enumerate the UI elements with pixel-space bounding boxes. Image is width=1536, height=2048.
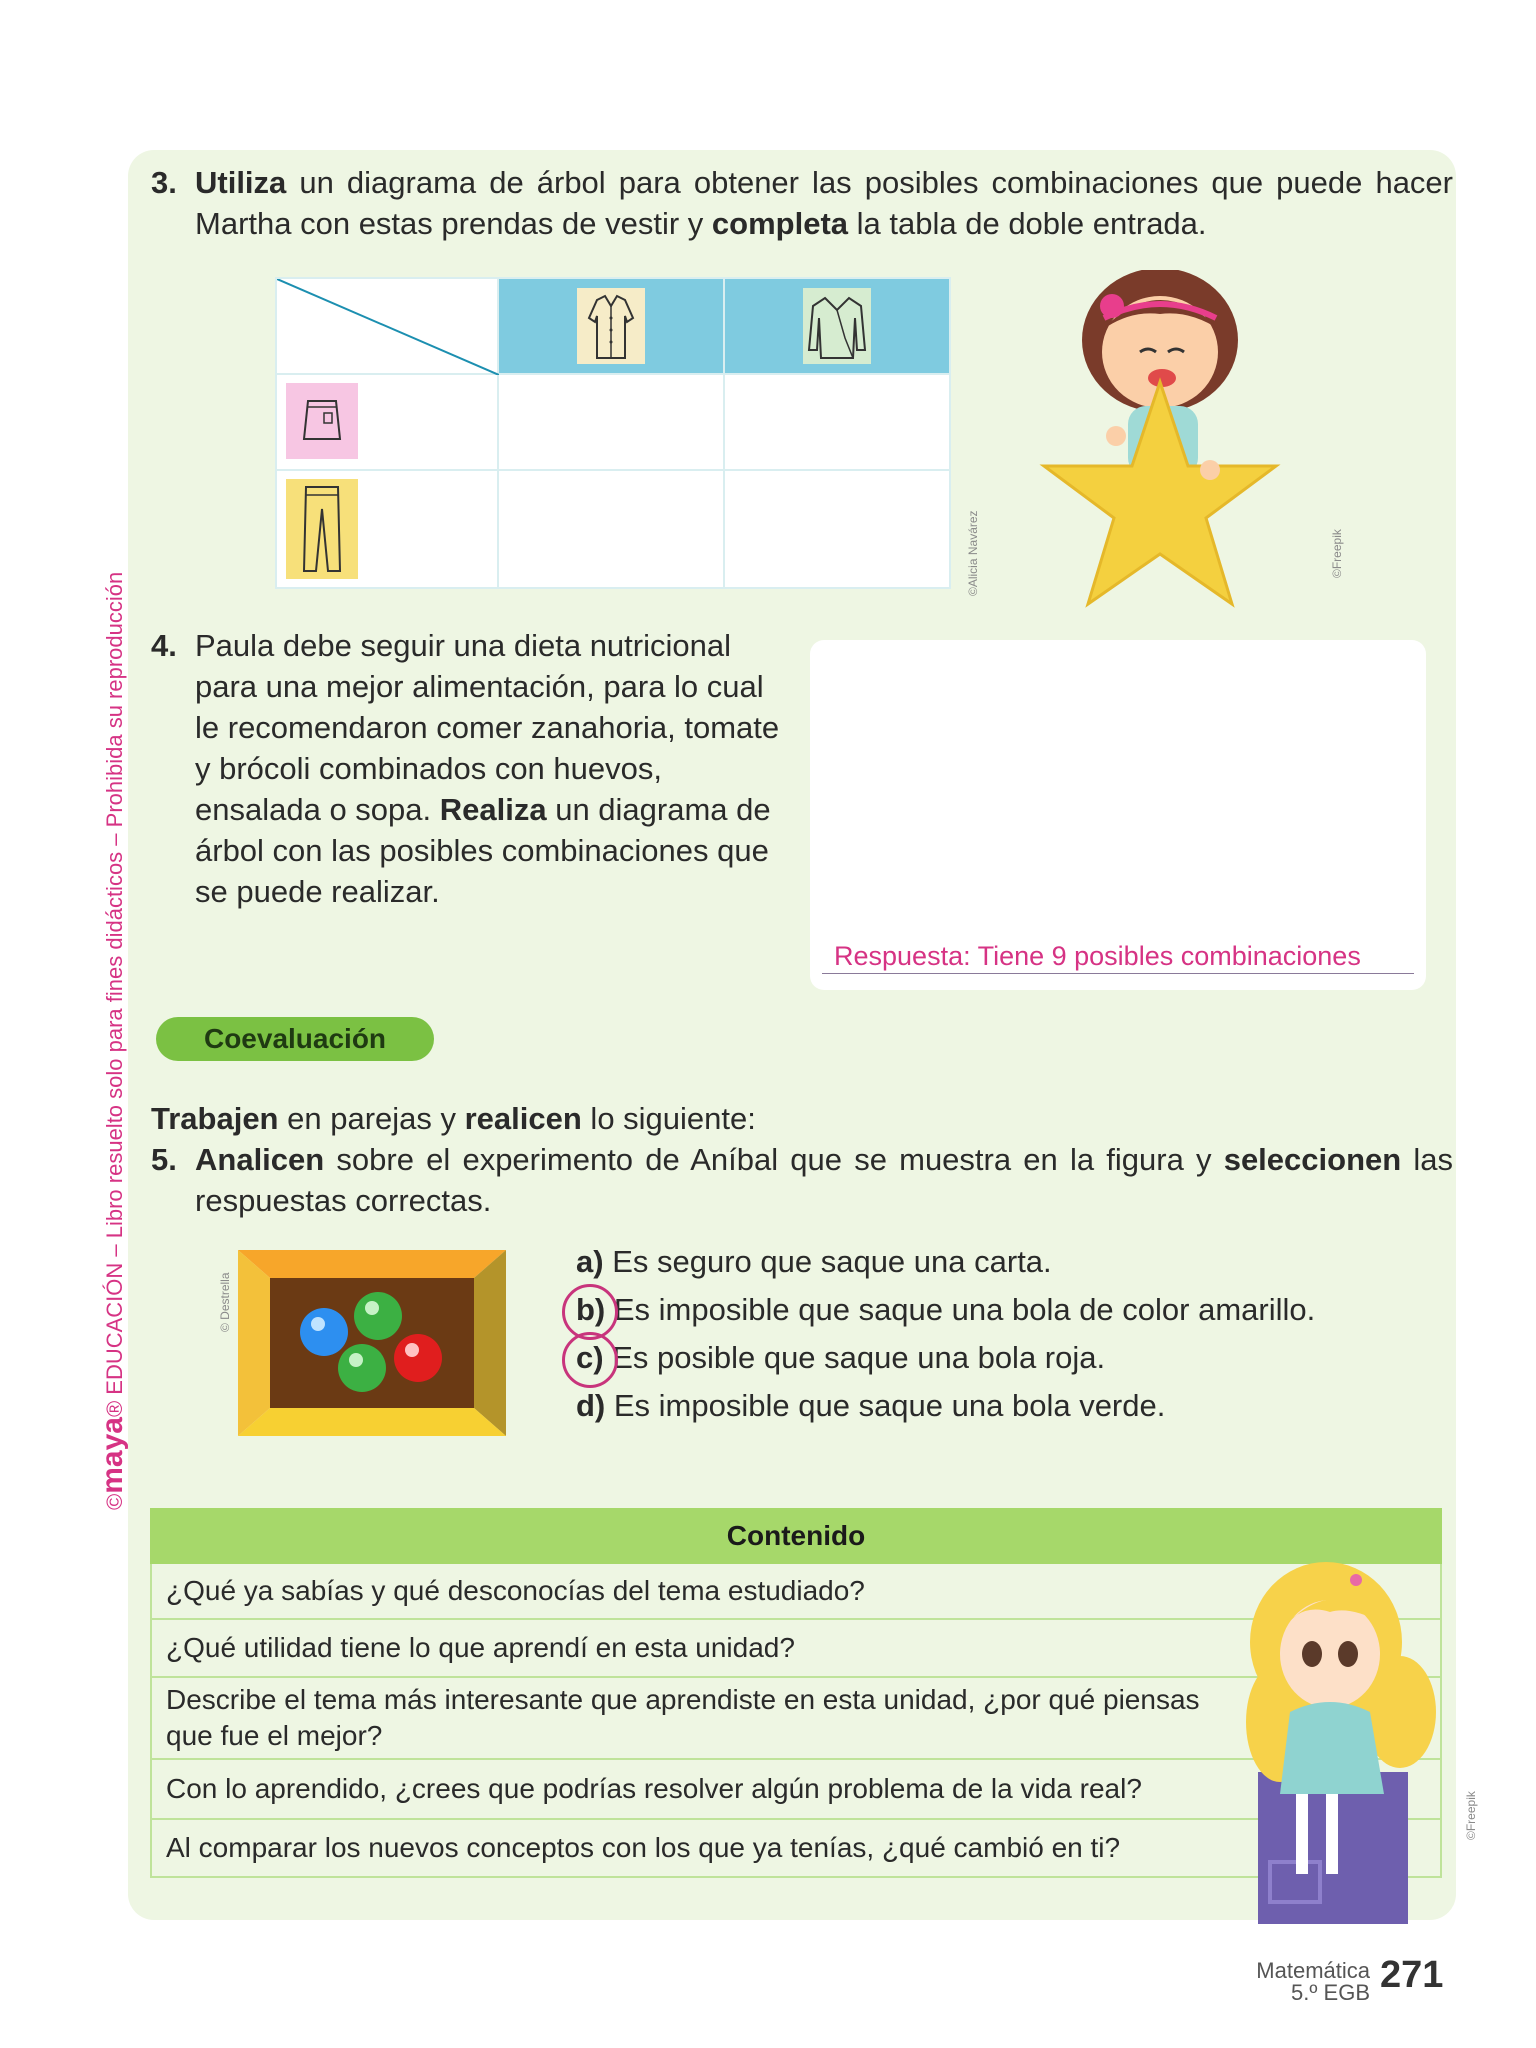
cardigan-icon — [803, 288, 871, 364]
q3-verb-2: completa — [711, 206, 849, 241]
option-a[interactable] — [576, 1242, 1052, 1282]
copyright-text: ® EDUCACIÓN – Libro resuelto solo para fines didácticos – Prohibida su reproducción — [102, 571, 127, 1418]
table-row-pants — [276, 470, 498, 588]
option-letter: d) — [576, 1388, 606, 1423]
option-b[interactable] — [576, 1290, 1315, 1330]
intro-text: en parejas y — [278, 1101, 465, 1136]
option-text: Es seguro que saque una carta. — [603, 1244, 1052, 1279]
table-cell[interactable] — [498, 374, 724, 470]
table-header-blouse — [498, 278, 724, 374]
question-4 — [151, 625, 785, 912]
copyright-symbol: © — [102, 1493, 127, 1510]
brand-logo: maya — [96, 1417, 129, 1494]
q4-text: Paula debe seguir una dieta nutricional para una mejor alimentación, para lo cual le recomendaron comer zanahoria, tomate y brócoli combinados con huevos, ensalada o sopa. — [195, 628, 780, 827]
intro-verb: Trabajen — [151, 1101, 279, 1136]
option-text: Es imposible que saque una bola de color amarillo. — [605, 1292, 1316, 1327]
table-cell[interactable] — [498, 470, 724, 588]
table-row: Con lo aprendido, ¿crees que podrías resolver algún problema de la vida real? — [151, 1759, 1441, 1819]
image-credit: ©Freepik — [1464, 1791, 1478, 1840]
q4-text-2: un diagrama de árbol con las posibles combinaciones que se puede realizar. — [195, 792, 771, 909]
footer-subject — [1235, 1960, 1370, 2004]
q4-verb: Realiza — [439, 792, 547, 827]
option-c[interactable] — [576, 1338, 1105, 1378]
page-number: 271 — [1380, 1954, 1444, 1996]
q5-text-2: las respuestas correctas. — [195, 1142, 1454, 1218]
intro-verb-2: realicen — [464, 1101, 582, 1136]
blouse-icon — [577, 288, 645, 364]
question-number: 5. — [151, 1142, 177, 1177]
question-number: 3. — [151, 165, 177, 200]
table-row-skirt — [276, 374, 498, 470]
content-table-header: Contenido — [151, 1509, 1441, 1563]
diagonal-line — [277, 279, 499, 375]
option-text: Es posible que saque una bola roja. — [603, 1340, 1106, 1375]
girl-on-box-illustration — [1240, 1562, 1450, 1924]
image-credit: ©Alicia Navárez — [966, 510, 980, 596]
girl-with-star-illustration — [1030, 270, 1290, 620]
side-copyright — [96, 572, 130, 1510]
question-5 — [151, 1139, 1454, 1221]
question-3 — [151, 162, 1453, 244]
option-text: Es imposible que saque una bola verde. — [605, 1388, 1166, 1423]
table-corner-cell — [276, 278, 498, 374]
selection-circle-c — [562, 1332, 618, 1388]
pants-icon — [286, 479, 358, 579]
intro-text-2: lo siguiente: — [581, 1101, 756, 1136]
option-letter: b) — [576, 1292, 606, 1327]
q3-verb: Utiliza — [195, 165, 287, 200]
answer-line — [822, 973, 1414, 974]
q3-text: un diagrama de árbol para obtener las posibles combinaciones que puede hacer Martha con estas prendas de vestir y — [195, 165, 1453, 241]
option-letter: c) — [576, 1340, 604, 1375]
table-row: ¿Qué ya sabías y qué desconocías del tema estudiado? — [151, 1563, 1441, 1619]
grade-label: 5.º EGB — [1291, 1980, 1370, 2005]
box-with-balls-illustration — [238, 1250, 506, 1436]
subject-label: Matemática — [1256, 1958, 1370, 1983]
table-header-cardigan — [724, 278, 950, 374]
table-row: Describe el tema más interesante que aprendiste en esta unidad, ¿por qué piensas que fue el mejor? — [151, 1677, 1441, 1759]
table-cell[interactable] — [724, 374, 950, 470]
coevaluation-badge: Coevaluación — [156, 1017, 434, 1061]
table-cell[interactable] — [724, 470, 950, 588]
image-credit: © Destrella — [218, 1272, 232, 1332]
q3-text-2: la tabla de doble entrada. — [848, 206, 1207, 241]
double-entry-table — [275, 277, 951, 589]
coevaluation-intro — [151, 1098, 1451, 1139]
table-row: ¿Qué utilidad tiene lo que aprendí en esta unidad? — [151, 1619, 1441, 1677]
q5-verb-2: seleccionen — [1223, 1142, 1402, 1177]
answer-box[interactable] — [810, 640, 1426, 990]
q5-text: sobre el experimento de Aníbal que se muestra en la figura y — [324, 1142, 1224, 1177]
table-row: Al comparar los nuevos conceptos con los que ya tenías, ¿qué cambió en ti? — [151, 1819, 1441, 1877]
q5-verb: Analicen — [195, 1142, 325, 1177]
image-credit: ©Freepik — [1330, 529, 1344, 578]
option-letter: a) — [576, 1244, 604, 1279]
answer-text: Respuesta: Tiene 9 posibles combinaciones — [834, 941, 1361, 971]
option-d[interactable] — [576, 1386, 1165, 1426]
question-number: 4. — [151, 628, 177, 663]
skirt-icon — [286, 383, 358, 459]
